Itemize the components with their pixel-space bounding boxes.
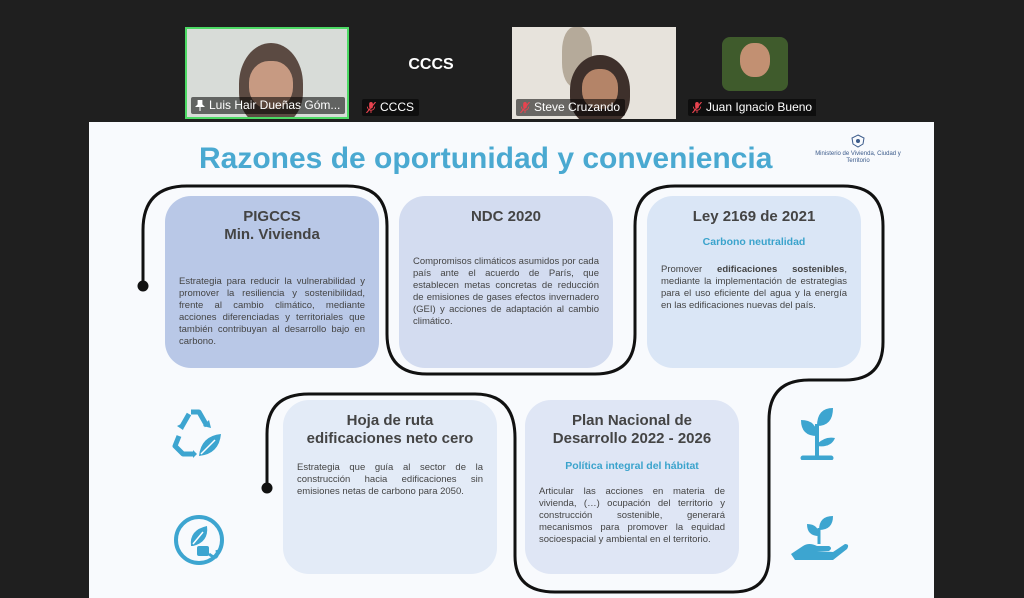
card-subtitle: Política integral del hábitat	[565, 460, 699, 472]
card-body: Articular las acciones en materia de vivienda, (…) ocupación del territorio y construcción sostenible, generará mecanismos para promover la equidad socioespacial y ambiental en el territorio.	[539, 486, 725, 545]
card-body-text: , mediante la implementación de estrategias para el uso eficiente del agua y la energía en las edificaciones nuevas del país.	[661, 264, 847, 311]
participant-name: Juan Ignacio Bueno	[706, 100, 813, 114]
card-title	[539, 412, 725, 448]
participant-caption	[362, 99, 419, 116]
video-feed-face	[740, 43, 770, 77]
ministry-logo	[813, 134, 903, 165]
hand-plant-icon	[789, 514, 851, 562]
eco-plug-icon	[171, 512, 227, 568]
card-body-emphasis: edificaciones sostenibles	[717, 264, 845, 275]
shared-slide	[89, 122, 934, 598]
card-title-line: Plan Nacional de	[571, 412, 693, 429]
card-body: Estrategia que guía al sector de la construcción hacia edificaciones sin emisiones netas de carbono para 2050.	[297, 462, 483, 497]
pin-icon[interactable]	[195, 100, 205, 111]
participant-strip	[0, 0, 1024, 122]
card-hoja-de-ruta	[283, 400, 497, 574]
card-plan-nacional	[525, 400, 739, 574]
card-body-text: Promover	[661, 264, 718, 275]
participant-label-cccs: CCCS	[408, 56, 454, 73]
card-body: Compromisos climáticos asumidos por cada país ante el acuerdo de París, que establecen metas concretas de reducción de emisiones de gases efectos invernadero (GEI) y acciones de adaptación al cambio climático.	[413, 256, 599, 327]
card-body: Estrategia para reducir la vulnerabilidad y promover la resiliencia y sostenibilidad, frente al cambio climático, mediante acciones diferenciadas y territoriales que también contribuyan al desarrollo bajo en carbono.	[179, 276, 365, 347]
card-pigccs	[165, 196, 379, 368]
mic-muted-icon	[366, 102, 376, 113]
recycle-leaf-icon	[171, 406, 225, 462]
card-title	[297, 412, 483, 448]
card-title	[179, 208, 365, 244]
participant-name: Luis Hair Dueñas Góm...	[209, 98, 341, 112]
participant-caption	[688, 99, 816, 116]
slide-title: Razones de oportunidad y conveniencia	[199, 142, 773, 175]
participant-caption	[191, 97, 345, 114]
participant-tile-cccs[interactable]	[358, 27, 504, 119]
participant-tile-luis[interactable]	[185, 27, 349, 119]
participant-tile-steve[interactable]	[512, 27, 676, 119]
participant-name: CCCS	[380, 100, 415, 114]
card-title: NDC 2020	[470, 208, 542, 225]
participant-caption	[516, 99, 625, 116]
coat-of-arms-icon	[850, 134, 866, 148]
card-title: Ley 2169 de 2021	[692, 208, 816, 225]
mic-muted-icon	[692, 102, 702, 113]
sprout-icon	[793, 404, 841, 460]
card-title-line: Desarrollo 2022 - 2026	[552, 430, 712, 447]
card-title-line: edificaciones neto cero	[306, 430, 474, 447]
card-ndc-2020	[399, 196, 613, 368]
card-ley-2169	[647, 196, 861, 368]
mic-muted-icon	[520, 102, 530, 113]
card-title-line: Min. Vivienda	[224, 226, 320, 243]
card-body	[661, 264, 847, 312]
logo-text: Ministerio de Vivienda, Ciudad y Territorio	[815, 151, 901, 164]
card-subtitle: Carbono neutralidad	[702, 236, 806, 248]
card-title-line: PIGCCS	[243, 208, 301, 225]
card-title-line: Hoja de ruta	[346, 412, 434, 429]
participant-name: Steve Cruzando	[534, 100, 621, 114]
participant-tile-juan[interactable]	[684, 27, 816, 119]
